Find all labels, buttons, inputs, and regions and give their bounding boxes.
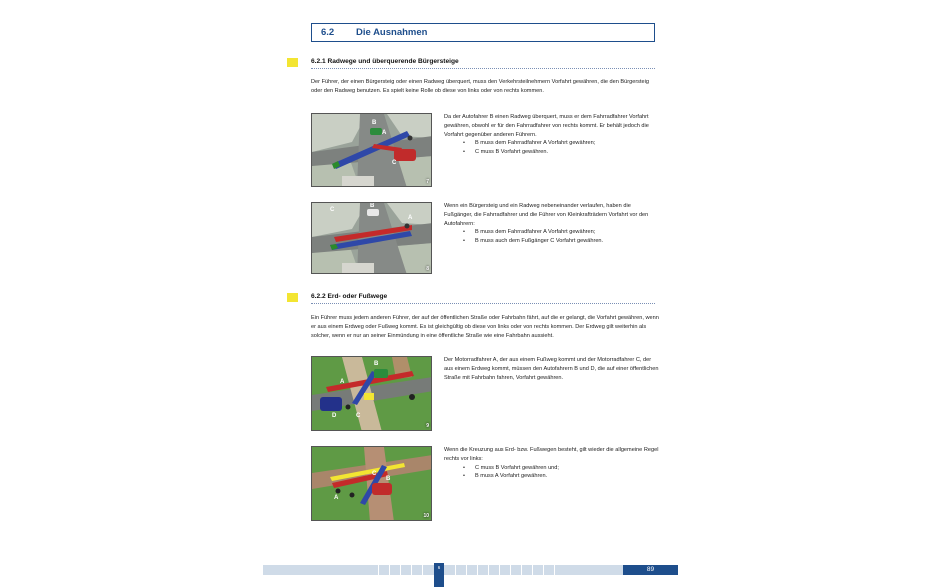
figure-10-bullets xyxy=(463,464,659,482)
footer-divider xyxy=(411,565,412,575)
figure-7-label-b: B xyxy=(372,120,377,126)
figure-9-label-c: C xyxy=(356,413,361,419)
footer-divider xyxy=(488,565,489,575)
footer-divider xyxy=(477,565,478,575)
figure-10-text: Wenn die Kreuzung aus Erd- bzw. Fußwegen besteht, gilt wieder die allgemeine Regel rechts vor links: xyxy=(444,447,659,462)
figure-7-label-a: A xyxy=(382,130,387,136)
chapter-tab: 6 xyxy=(434,563,444,587)
figure-8-illustration xyxy=(312,203,432,274)
figure-8-caption xyxy=(444,202,659,246)
list-item: • B muss auch dem Fußgänger C Vorfahrt gewähren. xyxy=(463,237,659,246)
subsection-2-intro: Ein Führer muss jedem anderen Führer, der auf der öffentlichen Straße oder Fahrbahn fährt, auf die er gelangt, die Vorfahrt gewähren, wenn er aus einem Erdweg oder Fußweg kommt. Es ist gleichgültig ob diese von links oder von rechts kommen. Der Erdweg gilt weiterhin als solcher, wenn er nur an seiner Einmündung in eine öffentliche Straße wie eine Fahrbahn aussieht. xyxy=(311,315,659,339)
figure-9-label-a: A xyxy=(340,379,345,385)
figure-9 xyxy=(311,356,432,431)
figure-9-label-b: B xyxy=(374,361,379,367)
figure-10-caption xyxy=(444,446,659,481)
figure-10-illustration xyxy=(312,447,432,521)
section-title: Die Ausnahmen xyxy=(356,27,428,38)
section-header xyxy=(311,23,655,42)
footer-divider xyxy=(378,565,379,575)
footer-divider xyxy=(543,565,544,575)
figure-7-number: 7 xyxy=(426,179,429,185)
subsection-title-2: 6.2.2 Erd- oder Fußwege xyxy=(311,293,655,304)
footer-divider xyxy=(554,565,555,575)
figure-8-label-a: A xyxy=(408,215,413,221)
figure-8-bullets xyxy=(463,228,659,246)
subsection-marker-1 xyxy=(287,58,298,67)
footer-divider xyxy=(499,565,500,575)
figure-7 xyxy=(311,113,432,187)
subsection-marker-2 xyxy=(287,293,298,302)
footer-divider xyxy=(400,565,401,575)
figure-9-illustration xyxy=(312,357,432,431)
figure-9-text: Der Motorradfahrer A, der aus einem Fußweg kommt und der Motorradfahrer C, der aus einem Erdweg kommt, müssen den Autofahrern B und D, die auf einer öffentlichen Straße mit Fahrbahn fahren, Vorfahrt gewähren. xyxy=(444,357,659,381)
figure-8-number: 8 xyxy=(426,266,429,272)
figure-9-label-d: D xyxy=(332,413,337,419)
figure-10-number: 10 xyxy=(423,513,429,519)
figure-7-text: Da der Autofahrer B einen Radweg überquert, muss er dem Fahrradfahrer Vorfahrt gewähren, obwohl er für den Fahrradfahrer von rechts kommt. Er behält jedoch die Vorfahrt gegenüber anderen Führern. xyxy=(444,114,649,138)
section-number: 6.2 xyxy=(321,27,335,38)
figure-8-text: Wenn ein Bürgersteig und ein Radweg nebeneinander verlaufen, haben die Fußgänger, die Fahrradfahrer und die Führer von Kleinkrafträdern Vorfahrt vor den Autofahrern: xyxy=(444,203,649,227)
list-item: • B muss A Vorfahrt gewähren. xyxy=(463,472,659,481)
footer-divider xyxy=(389,565,390,575)
figure-7-caption xyxy=(444,113,659,157)
list-item: • B muss dem Fahrradfahrer A Vorfahrt gewähren; xyxy=(463,139,659,148)
subsection-1-intro: Der Führer, der einen Bürgersteig oder einen Radweg überquert, muss den Verkehrsteilnehmern Vorfahrt gewähren, die den Bürgersteig oder den Radweg benutzen. Es spielt keine Rolle ob diese von links oder von rechts kommen. xyxy=(311,79,649,94)
figure-7-bullets xyxy=(463,139,659,157)
figure-7-label-c: C xyxy=(392,160,397,166)
footer-divider xyxy=(466,565,467,575)
figure-8-label-b: B xyxy=(370,203,375,209)
figure-7-illustration xyxy=(312,114,432,187)
footer-divider xyxy=(510,565,511,575)
subsection-title-1: 6.2.1 Radwege und überquerende Bürgersteige xyxy=(311,58,655,69)
figure-10-label-c: C xyxy=(372,471,377,477)
figure-10-label-a: A xyxy=(334,495,339,501)
list-item: • C muss B Vorfahrt gewähren. xyxy=(463,148,659,157)
figure-8 xyxy=(311,202,432,274)
figure-8-label-c: C xyxy=(330,207,335,213)
figure-9-caption xyxy=(444,356,659,382)
footer-divider xyxy=(532,565,533,575)
footer-divider xyxy=(455,565,456,575)
list-item: • B muss dem Fahrradfahrer A Vorfahrt gewähren; xyxy=(463,228,659,237)
footer-divider xyxy=(521,565,522,575)
figure-10 xyxy=(311,446,432,521)
footer-strip xyxy=(263,565,678,575)
figure-9-number: 9 xyxy=(426,423,429,429)
list-item: • C muss B Vorfahrt gewähren und; xyxy=(463,464,659,473)
page-number: 89 xyxy=(623,565,678,575)
figure-10-label-b: B xyxy=(386,476,391,482)
footer-divider xyxy=(422,565,423,575)
